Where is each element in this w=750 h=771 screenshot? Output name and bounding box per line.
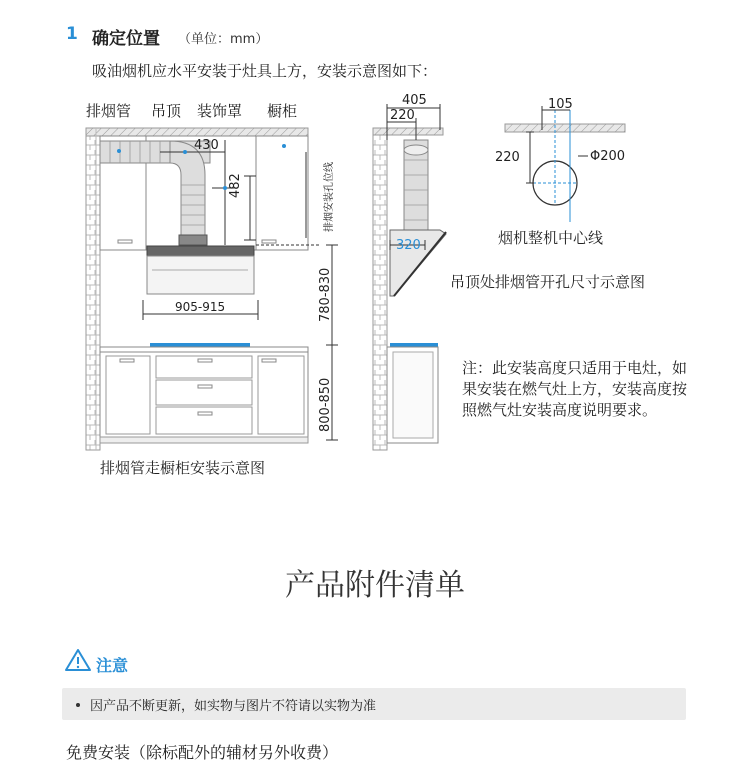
dim-405: 405: [402, 93, 427, 108]
dim-220-ceiling: 220: [495, 150, 520, 165]
dim-430: 430: [194, 138, 219, 153]
warning-label: 注意: [96, 656, 129, 675]
installation-note: 注：此安装高度只适用于电灶，如果安装在燃气灶上方，安装高度按照燃气灶安装高度说明要求。: [462, 359, 688, 419]
ceiling-diagram-caption: 吊顶处排烟管开孔尺寸示意图: [450, 273, 646, 291]
section-number: 1: [66, 24, 78, 44]
label-ceiling: 吊顶: [151, 102, 182, 120]
hood-top: [147, 246, 254, 256]
section-title: 确定位置: [92, 29, 160, 49]
left-diagram: [86, 128, 338, 450]
ceiling: [86, 128, 308, 136]
dim-482: 482: [228, 173, 243, 198]
dim-height-1: 780-830: [318, 267, 333, 322]
dim-diameter: Φ200: [590, 149, 626, 164]
notice-text: 因产品不断更新，如实物与图片不符请以实物为准: [90, 699, 377, 714]
dim-220-side: 220: [390, 108, 415, 123]
dim-height-2: 800-850: [318, 377, 333, 432]
free-install-text: 免费安装（除标配外的辅材另外收费）: [66, 743, 339, 762]
left-diagram-caption: 排烟管走橱柜安装示意图: [100, 459, 266, 477]
hole-line-label: 排烟安装孔位线: [324, 162, 335, 232]
cooktop: [150, 343, 250, 347]
dim-105: 105: [548, 97, 573, 112]
ceiling-hole-diagram: [505, 106, 625, 222]
dim-320: 320: [396, 238, 421, 253]
bullet-icon: [76, 703, 80, 707]
label-cabinet: 橱柜: [267, 102, 298, 120]
section-unit: （单位：mm）: [178, 32, 269, 47]
center-line-label: 烟机整机中心线: [498, 229, 604, 247]
accessories-heading: 产品附件清单: [285, 568, 465, 603]
label-cover: 装饰罩: [197, 102, 243, 120]
wall: [86, 128, 100, 450]
section-intro: 吸油烟机应水平安装于灶具上方，安装示意图如下：: [92, 62, 438, 80]
dim-width: 905-915: [175, 300, 226, 314]
side-diagram: [373, 104, 446, 450]
warning-icon: [64, 648, 92, 672]
label-exhaust-pipe: 排烟管: [86, 102, 132, 120]
range-hood: [147, 256, 254, 294]
